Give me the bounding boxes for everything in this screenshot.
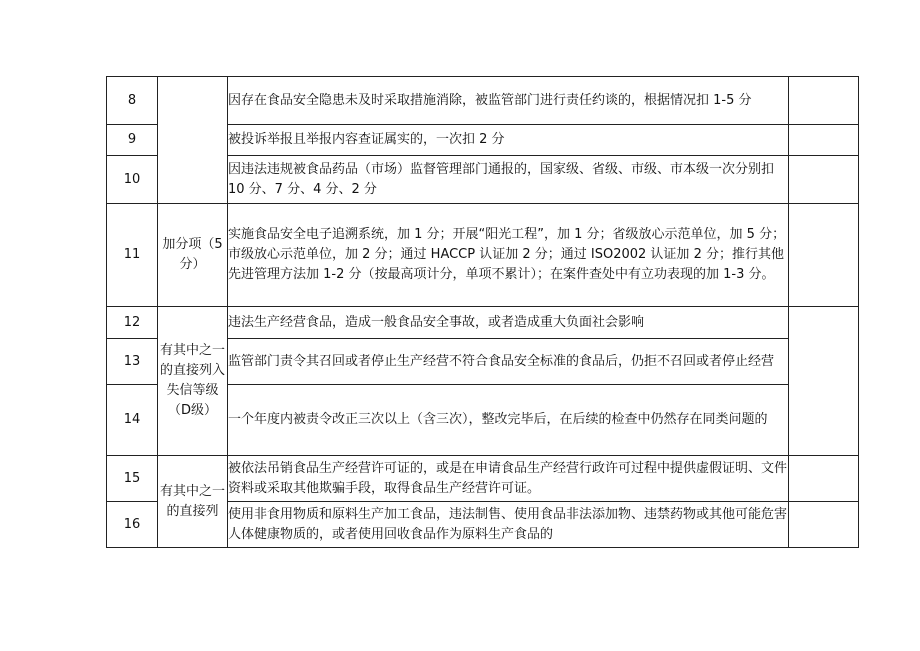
row-description: 实施食品安全电子追溯系统，加 1 分；开展“阳光工程”，加 1 分；省级放心示范单位，加 5 分；市级放心示范单位，加 2 分；通过 HACCP 认证加 2 分；通过 ISO2002 认证加 2 分；推行其他先进管理方法加 1-2 分（按最高项计分，单项不累计）；在案件查处中有立功表现的加 1-3 分。 — [228, 204, 789, 307]
row-number: 15 — [107, 456, 158, 502]
row-number: 10 — [107, 156, 158, 204]
row-extra-cell — [789, 156, 859, 204]
row-extra-cell — [789, 204, 859, 307]
row-number: 12 — [107, 307, 158, 339]
row-description: 被投诉举报且举报内容查证属实的，一次扣 2 分 — [228, 125, 789, 156]
row-description: 使用非食用物质和原料生产加工食品，违法制售、使用食品非法添加物、违禁药物或其他可能危害人体健康物质的，或者使用回收食品作为原料生产食品的 — [228, 502, 789, 548]
row-description: 违法生产经营食品，造成一般食品安全事故，或者造成重大负面社会影响 — [228, 307, 789, 339]
table-row — [107, 77, 859, 125]
table-row — [107, 307, 859, 339]
row-description: 被依法吊销食品生产经营许可证的，或是在申请食品生产经营行政许可过程中提供虚假证明、文件资料或采取其他欺骗手段，取得食品生产经营许可证。 — [228, 456, 789, 502]
row-number: 16 — [107, 502, 158, 548]
row-description: 监管部门责令其召回或者停止生产经营不符合食品安全标准的食品后，仍拒不召回或者停止经营 — [228, 339, 789, 385]
row-description: 因违法违规被食品药品（市场）监督管理部门通报的，国家级、省级、市级、市本级一次分别扣 10 分、7 分、4 分、2 分 — [228, 156, 789, 204]
row-description: 因存在食品安全隐患未及时采取措施消除，被监管部门进行责任约谈的，根据情况扣 1-5 分 — [228, 77, 789, 125]
row-number: 9 — [107, 125, 158, 156]
row-number: 8 — [107, 77, 158, 125]
row-extra-cell — [789, 307, 859, 456]
row-number: 14 — [107, 385, 158, 456]
row-number: 11 — [107, 204, 158, 307]
row-number: 13 — [107, 339, 158, 385]
row-extra-cell — [789, 456, 859, 502]
row-extra-cell — [789, 125, 859, 156]
scoring-table — [106, 76, 859, 548]
row-description: 一个年度内被责令改正三次以上（含三次），整改完毕后，在后续的检查中仍然存在同类问题的 — [228, 385, 789, 456]
category-cell-empty — [158, 77, 228, 204]
row-extra-cell — [789, 77, 859, 125]
category-d-level: 有其中之一的直接列入失信等级（D级） — [158, 307, 228, 456]
category-direct: 有其中之一的直接列 — [158, 456, 228, 548]
row-extra-cell — [789, 502, 859, 548]
table-row — [107, 456, 859, 502]
table-row — [107, 204, 859, 307]
category-bonus: 加分项（5分） — [158, 204, 228, 307]
